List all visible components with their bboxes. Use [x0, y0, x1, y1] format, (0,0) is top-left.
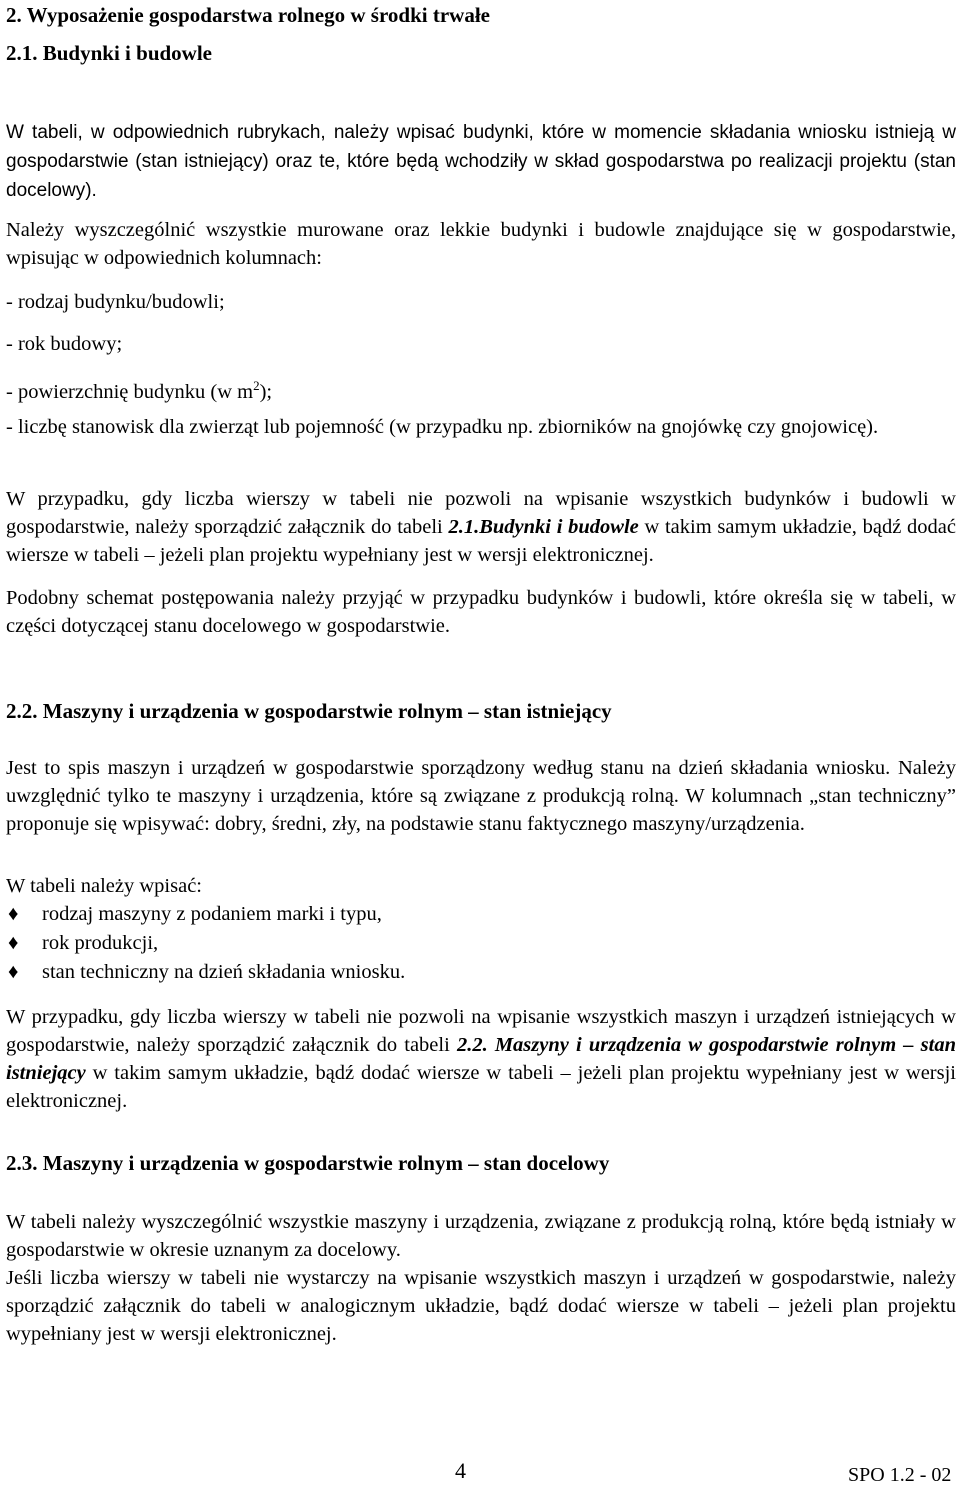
diamond-bullet-icon: ♦ — [8, 932, 19, 954]
section-2-2-paragraph-2 — [6, 1003, 956, 1115]
diamond-bullet-icon: ♦ — [8, 961, 19, 983]
section-2-3-heading: 2.3. Maszyny i urządzenia w gospodarstwie rolnym – stan docelowy — [6, 1151, 610, 1175]
section-2-heading: 2. Wyposażenie gospodarstwa rolnego w środki trwałe — [6, 3, 490, 27]
section-2-3-paragraph-1: W tabeli należy wyszczególnić wszystkie maszyny i urządzenia, związane z produkcją rolną, które będą istniały w gospodarstwie w okresie uznanym za docelowy. — [6, 1211, 956, 1261]
section-2-1-paragraph-2: Należy wyszczególnić wszystkie murowane oraz lekkie budynki i budowle znajdujące się w gospodarstwie, wpisując w odpowiednich kolumnach: — [6, 219, 956, 269]
section-2-1-paragraph-3 — [6, 485, 956, 569]
para3-text-end: w takim samym układzie, bądź dodać wiersze w tabeli – jeżeli plan projektu wypełniany jest w wersji elektronicznej. — [6, 516, 956, 566]
bullet-item — [6, 958, 956, 987]
section-2-2-heading: 2.2. Maszyny i urządzenia w gospodarstwie rolnym – stan istniejący — [6, 699, 612, 723]
page-number: 4 — [455, 1458, 466, 1483]
section-2-1-paragraph-4: Podobny schemat postępowania należy przyjąć w przypadku budynków i budowli, które określa się w tabeli, w części dotyczącej stanu docelowego w gospodarstwie. — [6, 587, 956, 637]
area-text-end: ); — [259, 380, 273, 403]
section-2-2-bullet-list — [6, 900, 956, 987]
area-text: - powierzchnię budynku (w m — [6, 380, 254, 403]
bullet-text: rodzaj maszyny z podaniem marki i typu, — [42, 903, 382, 925]
list-item-build-year: - rok budowy; — [6, 333, 123, 355]
section-2-2-list-intro: W tabeli należy wpisać: — [6, 875, 203, 897]
bullet-item — [6, 900, 956, 929]
para2-text: W przypadku, gdy liczba wierszy w tabeli nie pozwoli na wpisanie wszystkich maszyn i urządzeń istniejących w gospodarstwie, należy sporządzić załącznik do tabeli — [6, 1006, 956, 1056]
section-2-2-paragraph-1: Jest to spis maszyn i urządzeń w gospodarstwie sporządzony według stanu na dzień składania wniosku. Należy uwzględnić tylko te maszyny i urządzenia, które są związane z produkcją rolną. W kolumnach „stan techniczny” proponuje się wpisywać: dobry, średni, zły, na podstawie stanu faktycznego maszyny/urządzenia. — [6, 757, 956, 835]
bullet-text: stan techniczny na dzień składania wniosku. — [42, 961, 406, 983]
list-item-animal-places: - liczbę stanowisk dla zwierząt lub pojemność (w przypadku np. zbiorników na gnojówkę czy gnojowicę). — [6, 416, 879, 438]
table-reference-2-1: 2.1.Budynki i budowle — [448, 516, 639, 538]
section-2-1-heading: 2.1. Budynki i budowle — [6, 41, 213, 65]
document-code: SPO 1.2 - 02 — [848, 1464, 952, 1486]
bullet-text: rok produkcji, — [42, 932, 159, 954]
section-2-1-paragraph-1: W tabeli, w odpowiednich rubrykach, należy wpisać budynki, które w momencie składania wniosku istnieją w gospodarstwie (stan istniejący) oraz te, które będą wchodziły w skład gospodarstwa po realizacji projektu (stan docelowy). — [6, 122, 956, 201]
section-2-3-paragraph-2: Jeśli liczba wierszy w tabeli nie wystarczy na wpisanie wszystkich maszyn i urządzeń w gospodarstwie, należy sporządzić załącznik do tabeli w analogicznym układzie, bądź dodać wiersze w tabeli – jeżeli plan projektu wypełniany jest w wersji elektronicznej. — [6, 1267, 956, 1345]
area-superscript: 2 — [253, 378, 260, 393]
list-item-area — [6, 372, 956, 406]
table-reference-2-2: 2.2. Maszyny i urządzenia w gospodarstwie rolnym – stan istniejący — [6, 1034, 956, 1084]
para3-text: W przypadku, gdy liczba wierszy w tabeli nie pozwoli na wpisanie wszystkich budynków i budowli w gospodarstwie, należy sporządzić załącznik do tabeli — [6, 488, 956, 538]
list-item-building-type: - rodzaj budynku/budowli; — [6, 291, 225, 313]
diamond-bullet-icon: ♦ — [8, 903, 19, 925]
para2-text-end: w takim samym układzie, bądź dodać wiersze w tabeli – jeżeli plan projektu wypełniany jest w wersji elektronicznej. — [6, 1062, 956, 1112]
bullet-item — [6, 929, 956, 958]
